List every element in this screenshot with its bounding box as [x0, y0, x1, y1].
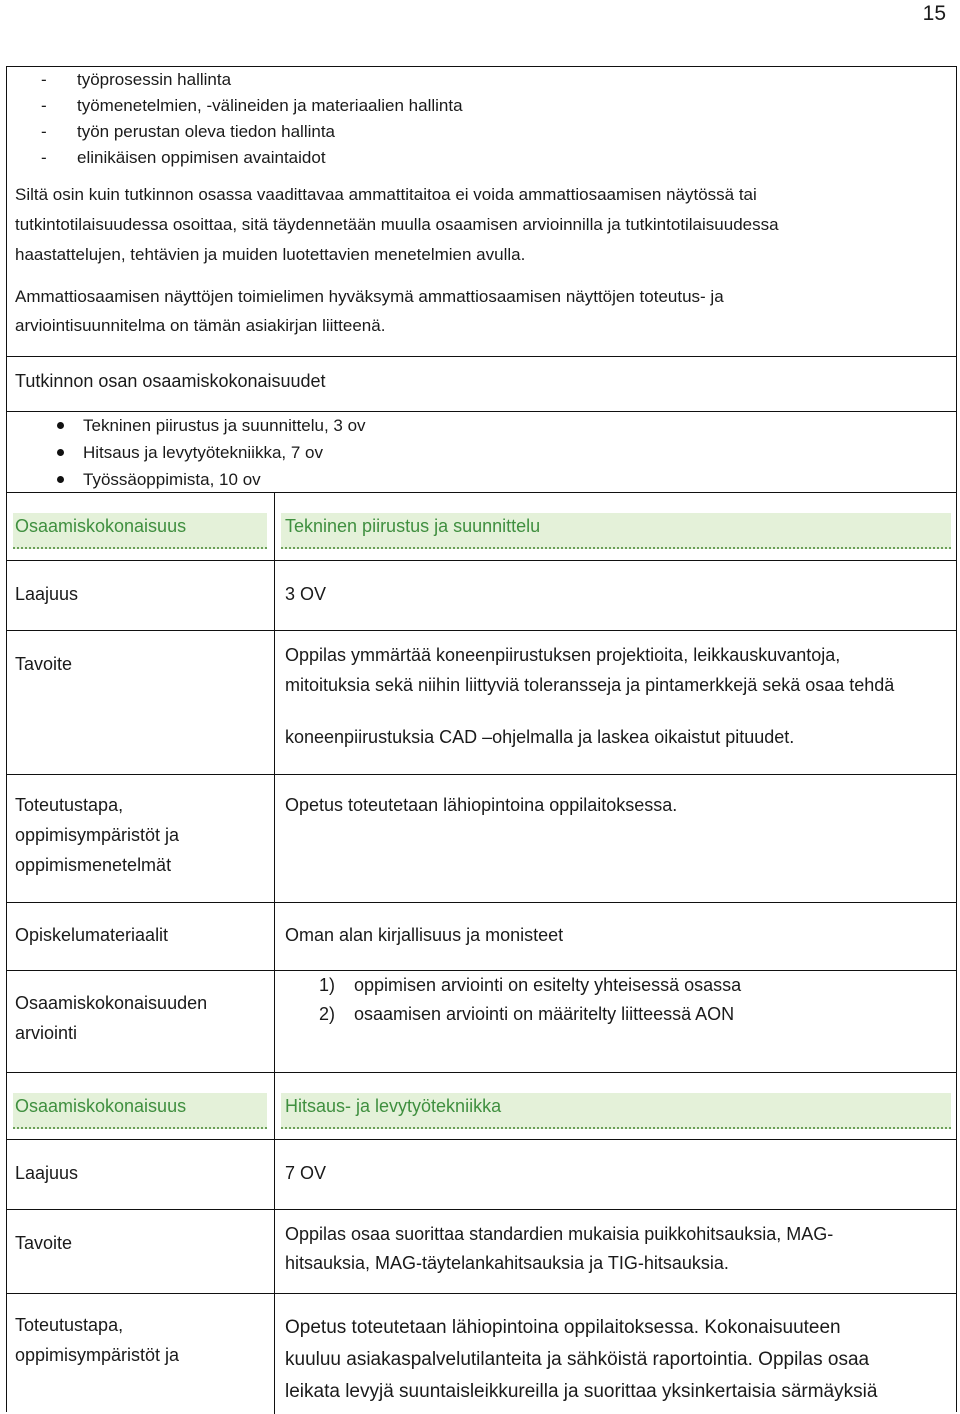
- modules-section: [7, 412, 956, 493]
- block1-method-row: [7, 775, 956, 903]
- list-text: osaamisen arviointi on määritelty liitteessä AON: [354, 1004, 735, 1024]
- column-divider: [274, 1294, 275, 1414]
- column-divider: [274, 493, 275, 560]
- method-line: leikata levyjä suuntaisleikkureilla ja suorittaa yksinkertaisia särmäyksiä: [285, 1381, 878, 1402]
- method-line: Opetus toteutetaan lähiopintoina oppilaitoksessa. Kokonaisuuteen: [285, 1317, 841, 1338]
- intro-para2-line: arviointisuunnitelma on tämän asiakirjan liitteenä.: [15, 316, 386, 335]
- goal-line: Oppilas ymmärtää koneenpiirustuksen projektioita, leikkauskuvantoja,: [285, 645, 841, 665]
- method-label-line: Toteutustapa,: [15, 1315, 124, 1335]
- block2-header-row: [7, 1073, 956, 1140]
- list-item: Hitsaus ja levytyötekniikka, 7 ov: [55, 439, 366, 466]
- block1-scope-row: [7, 561, 956, 631]
- eval-label-line: Osaamiskokonaisuuden: [15, 993, 208, 1013]
- scope-label: Laajuus: [15, 1163, 79, 1183]
- scope-value: 7 OV: [285, 1163, 327, 1183]
- list-item: - työprosessin hallinta: [39, 67, 463, 93]
- list-number: 1): [319, 975, 336, 995]
- column-divider: [274, 631, 275, 774]
- list-item: - elinikäisen oppimisen avaintaidot: [39, 145, 463, 171]
- list-item: Tekninen piirustus ja suunnittelu, 3 ov: [55, 412, 366, 439]
- intro-para1-line: haastattelujen, tehtävien ja muiden luotettavien menetelmien avulla.: [15, 245, 526, 264]
- intro-para1-line: Siltä osin kuin tutkinnon osassa vaadittavaa ammattitaitoa ei voida ammattiosaamisen näytössä tai: [15, 185, 757, 204]
- eval-list: [319, 971, 741, 1029]
- block2-goal-row: [7, 1210, 956, 1294]
- column-divider: [274, 775, 275, 902]
- block2-scope-row: [7, 1140, 956, 1210]
- dash-list: [39, 67, 463, 171]
- column-divider: [274, 903, 275, 970]
- intro-para1-line: tutkintotilaisuudessa osoittaa, sitä täydennetään muulla osaamisen arvioinnilla ja tutkintotilaisuudessa: [15, 215, 779, 234]
- block2-method-row: [7, 1294, 956, 1414]
- method-label-line: Toteutustapa,: [15, 795, 124, 815]
- method-label-line: oppimisympäristöt ja: [15, 1345, 180, 1365]
- materials-label: Opiskelumateriaalit: [15, 925, 169, 945]
- column-divider: [274, 1210, 275, 1293]
- list-text: oppimisen arviointi on esitelty yhteisessä osassa: [354, 975, 742, 995]
- goal-line: hitsauksia, MAG-täytelankahitsauksia ja TIG-hitsauksia.: [285, 1253, 729, 1273]
- scope-label: Laajuus: [15, 584, 79, 604]
- block1-header-row: [7, 493, 956, 561]
- block2-header-value: Hitsaus- ja levytyötekniikka: [285, 1096, 502, 1116]
- column-divider: [274, 1073, 275, 1139]
- list-item: - työn perustan oleva tiedon hallinta: [39, 119, 463, 145]
- block1-header-value: Tekninen piirustus ja suunnittelu: [285, 516, 541, 536]
- scope-value: 3 OV: [285, 584, 327, 604]
- list-number: 2): [319, 1004, 336, 1024]
- section-title-row: [7, 357, 956, 412]
- block1-header-label: Osaamiskokonaisuus: [15, 516, 187, 536]
- method-label-line: oppimismenetelmät: [15, 855, 172, 875]
- block2-header-label: Osaamiskokonaisuus: [15, 1096, 187, 1116]
- goal-line: koneenpiirustuksia CAD –ohjelmalla ja laskea oikaistut pituudet.: [285, 727, 795, 747]
- intro-section: [7, 67, 956, 357]
- goal-line: Oppilas osaa suorittaa standardien mukaisia puikkohitsauksia, MAG-: [285, 1224, 834, 1244]
- list-item: - työmenetelmien, -välineiden ja materiaalien hallinta: [39, 93, 463, 119]
- section-title: Tutkinnon osan osaamiskokonaisuudet: [15, 371, 326, 391]
- intro-para2-line: Ammattiosaamisen näyttöjen toimielimen hyväksymä ammattiosaamisen näyttöjen toteutus- ja: [15, 287, 724, 306]
- goal-label: Tavoite: [15, 1233, 73, 1253]
- method-label-line: oppimisympäristöt ja: [15, 825, 180, 845]
- page-number: 15: [922, 2, 946, 25]
- block1-materials-row: [7, 903, 956, 971]
- block1-eval-row: [7, 971, 956, 1073]
- eval-label-line: arviointi: [15, 1023, 78, 1043]
- modules-list: [55, 412, 366, 493]
- column-divider: [274, 561, 275, 630]
- column-divider: [274, 1140, 275, 1209]
- goal-line: mitoituksia sekä niihin liittyviä toleransseja ja pintamerkkejä sekä osaa tehdä: [285, 675, 895, 695]
- list-item: [319, 971, 741, 1000]
- goal-label: Tavoite: [15, 654, 73, 674]
- document-frame: [6, 66, 957, 1412]
- list-item: [319, 1000, 741, 1029]
- column-divider: [274, 971, 275, 1072]
- list-item: Työssäoppimista, 10 ov: [55, 466, 366, 493]
- block1-goal-row: [7, 631, 956, 775]
- materials-value: Oman alan kirjallisuus ja monisteet: [285, 925, 564, 945]
- method-line: kuuluu asiakaspalvelutilanteita ja sähköistä raportointia. Oppilas osaa: [285, 1349, 870, 1370]
- method-value: Opetus toteutetaan lähiopintoina oppilaitoksessa.: [285, 795, 678, 815]
